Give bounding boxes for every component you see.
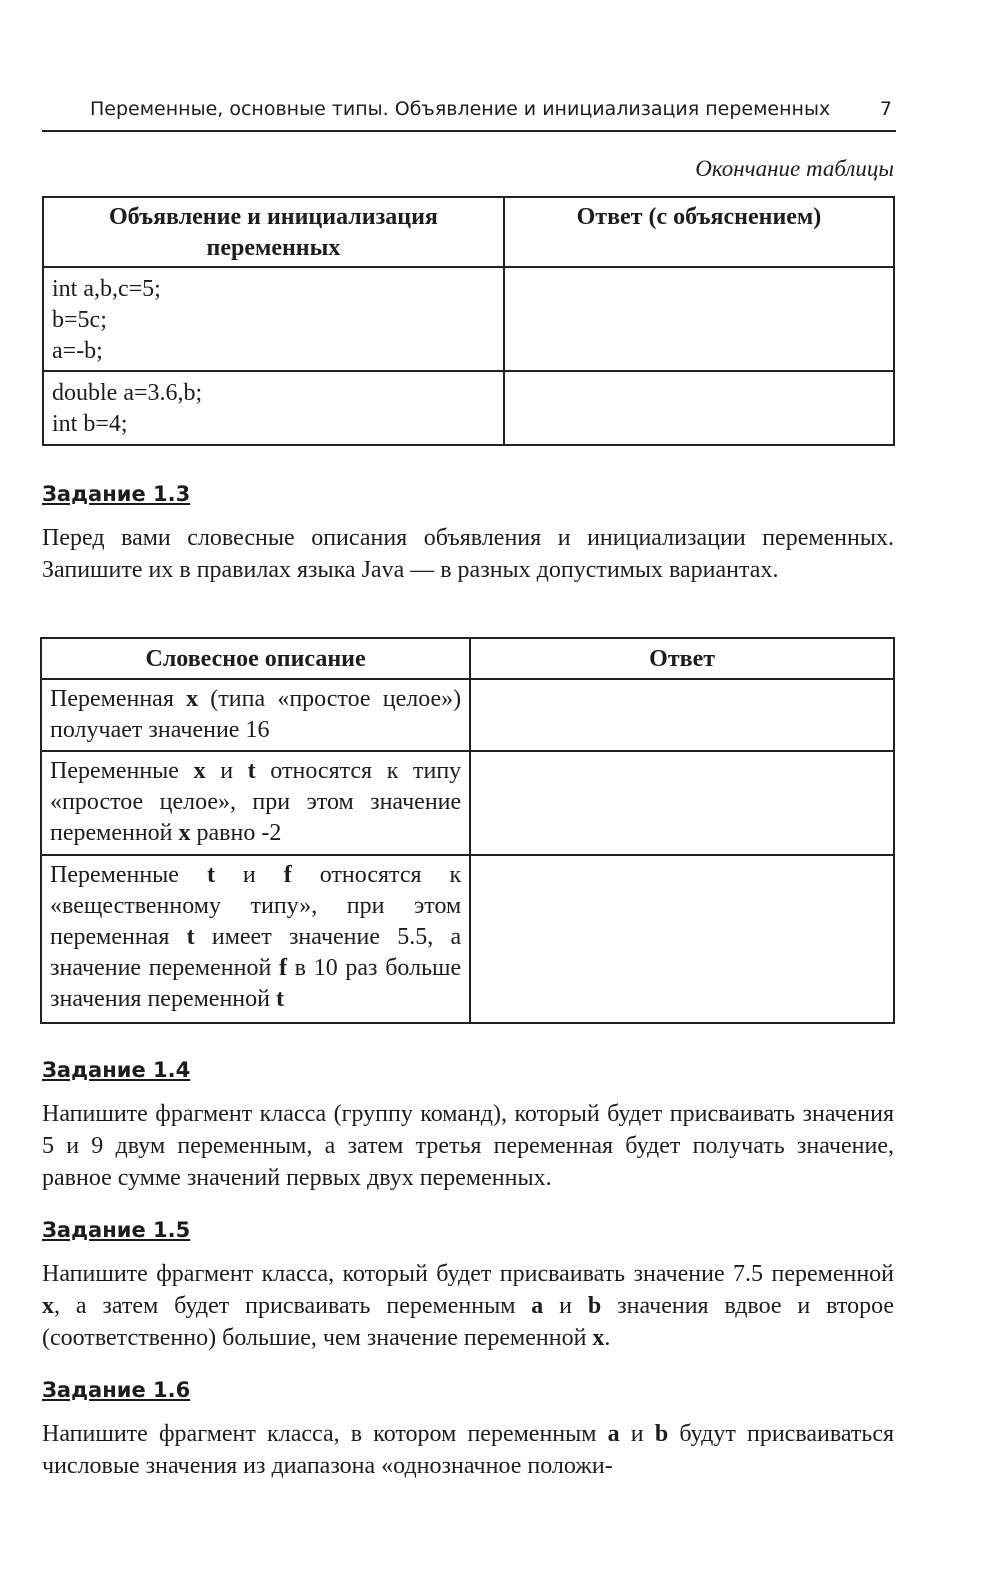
variable-name: t xyxy=(186,924,195,950)
page-number: 7 xyxy=(879,98,892,120)
table-row xyxy=(41,751,894,855)
table-row xyxy=(43,267,894,371)
column-header: Словесное описание xyxy=(41,638,470,679)
table-caption: Окончание таблицы xyxy=(695,156,894,181)
variable-name: x xyxy=(186,686,199,712)
text-run: Переменная xyxy=(50,686,187,712)
task-1-3-text: Перед вами словесные описания объявления и инициализации переменных. Запишите их в правилах языка Java — в разных допустимых вариантах. xyxy=(42,525,894,583)
variable-name: x xyxy=(592,1325,605,1351)
task-1-6-title: Задание 1.6 xyxy=(42,1378,191,1402)
task-1-3-title: Задание 1.3 xyxy=(42,482,191,506)
text-run: Напишите фрагмент класса, который будет присваивать значение 7.5 переменной xyxy=(42,1261,894,1287)
code-line: int b=4; xyxy=(52,411,128,437)
running-header xyxy=(42,96,896,132)
task-1-4-text: Напишите фрагмент класса (группу команд), который будет присваивать значения 5 и 9 двум переменным, а затем третья переменная будет получать значение, равное сумме значений первых двух переменных. xyxy=(42,1101,894,1191)
code-line: double a=3.6,b; xyxy=(52,380,203,406)
text-run: относятся к типу «простое целое», при этом значение переменной xyxy=(50,758,462,846)
variable-name: b xyxy=(654,1421,669,1447)
text-run: Переменные xyxy=(50,758,194,784)
text-run: имеет значение 5.5, а значение переменной xyxy=(50,924,462,981)
column-header: Объявление и инициализация переменных xyxy=(43,197,504,267)
description-cell xyxy=(41,751,470,855)
variable-name: x xyxy=(193,758,206,784)
variable-name: a xyxy=(531,1293,544,1319)
text-run: (типа «простое целое») получает значение 16 xyxy=(50,686,462,743)
task-1-5-title: Задание 1.5 xyxy=(42,1218,191,1242)
table-header-row xyxy=(41,638,894,679)
code-line: b=5c; xyxy=(52,307,107,333)
text-run: относятся к «вещественному типу», при этом переменная xyxy=(50,862,462,950)
variable-name: t xyxy=(275,986,284,1012)
task-1-6-text xyxy=(42,1418,894,1482)
answer-cell[interactable] xyxy=(504,371,894,445)
code-cell xyxy=(43,267,504,371)
table-row xyxy=(41,679,894,751)
code-line: a=-b; xyxy=(52,338,103,364)
task-1-4-title: Задание 1.4 xyxy=(42,1058,191,1082)
variable-name: t xyxy=(206,862,215,888)
variable-name: f xyxy=(278,955,287,981)
text-run: и xyxy=(205,758,248,784)
text-run: Напишите фрагмент класса, в котором переменным xyxy=(42,1421,608,1447)
answer-cell[interactable] xyxy=(470,679,894,751)
text-run: Переменные xyxy=(50,862,207,888)
text-run: и xyxy=(214,862,284,888)
variable-name: x xyxy=(42,1293,54,1319)
text-run: , а затем будет присваивать переменным xyxy=(54,1293,532,1319)
text-run: равно -2 xyxy=(190,820,282,846)
declarations-table xyxy=(42,196,895,446)
table-row xyxy=(43,371,894,445)
text-run: . xyxy=(604,1325,611,1351)
answer-cell[interactable] xyxy=(470,751,894,855)
text-run: значения вдвое и второе (соответственно) большие, чем значение переменной xyxy=(42,1293,895,1351)
column-header: Ответ (с объяснением) xyxy=(504,197,894,267)
variable-name: f xyxy=(283,862,292,888)
descriptions-table xyxy=(40,637,895,1024)
table-row xyxy=(41,855,894,1023)
text-run: и xyxy=(543,1293,588,1319)
text-run: будут присваиваться числовые значения из диапазона «однозначное положи- xyxy=(42,1421,895,1479)
header-title: Переменные, основные типы. Объявление и инициализация переменных xyxy=(90,98,831,120)
text-run: в 10 раз больше значения переменной xyxy=(50,955,462,1012)
description-cell xyxy=(41,855,470,1023)
description-text xyxy=(50,684,461,746)
column-header: Ответ xyxy=(470,638,894,679)
code-cell xyxy=(43,371,504,445)
description-text xyxy=(50,860,461,1015)
variable-name: t xyxy=(247,758,256,784)
table-header-row xyxy=(43,197,894,267)
answer-cell[interactable] xyxy=(504,267,894,371)
variable-name: b xyxy=(587,1293,602,1319)
variable-name: x xyxy=(178,820,191,846)
text-run: и xyxy=(619,1421,655,1447)
answer-cell[interactable] xyxy=(470,855,894,1023)
code-line: int a,b,c=5; xyxy=(52,276,161,302)
description-cell xyxy=(41,679,470,751)
task-1-5-text xyxy=(42,1258,894,1354)
variable-name: a xyxy=(607,1421,620,1447)
description-text xyxy=(50,756,461,849)
